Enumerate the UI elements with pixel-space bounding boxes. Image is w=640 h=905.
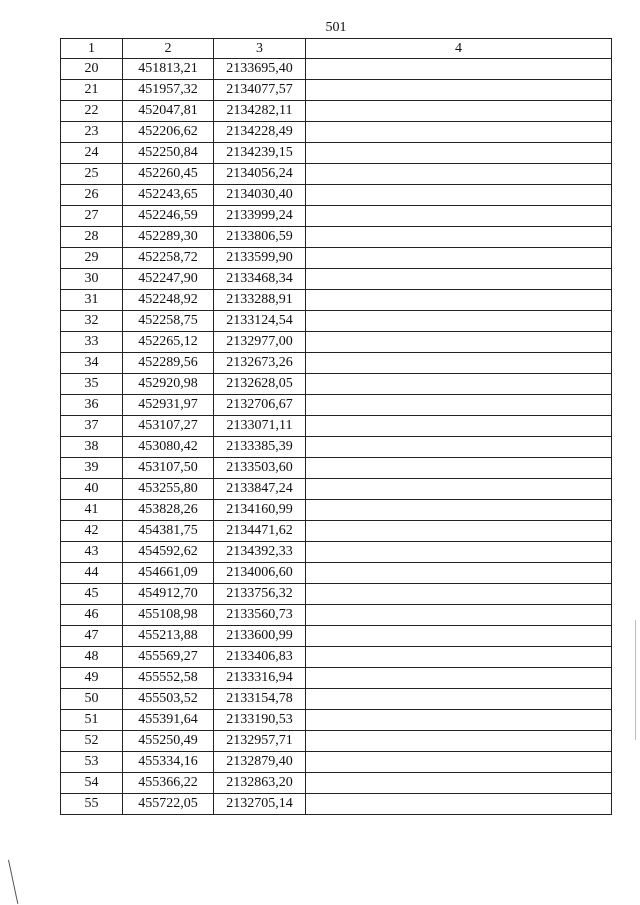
table-row [61, 269, 612, 290]
cell-y-coordinate: 2134282,11 [214, 101, 306, 122]
cell-x-coordinate: 452243,65 [123, 185, 214, 206]
cell-notes [306, 143, 612, 164]
cell-notes [306, 500, 612, 521]
cell-notes [306, 521, 612, 542]
cell-y-coordinate: 2132879,40 [214, 752, 306, 773]
table-row [61, 437, 612, 458]
cell-point-number: 29 [61, 248, 123, 269]
cell-notes [306, 206, 612, 227]
table-row [61, 185, 612, 206]
cell-y-coordinate: 2134392,33 [214, 542, 306, 563]
cell-y-coordinate: 2132705,14 [214, 794, 306, 815]
cell-point-number: 28 [61, 227, 123, 248]
cell-y-coordinate: 2134077,57 [214, 80, 306, 101]
table-row [61, 500, 612, 521]
table-row [61, 248, 612, 269]
table-row [61, 59, 612, 80]
cell-point-number: 43 [61, 542, 123, 563]
cell-point-number: 52 [61, 731, 123, 752]
cell-x-coordinate: 452260,45 [123, 164, 214, 185]
cell-notes [306, 227, 612, 248]
table-row [61, 584, 612, 605]
cell-notes [306, 185, 612, 206]
table-row [61, 374, 612, 395]
cell-point-number: 45 [61, 584, 123, 605]
cell-x-coordinate: 455250,49 [123, 731, 214, 752]
cell-point-number: 42 [61, 521, 123, 542]
cell-point-number: 25 [61, 164, 123, 185]
cell-point-number: 47 [61, 626, 123, 647]
scan-edge-mark [635, 620, 636, 740]
cell-notes [306, 563, 612, 584]
cell-x-coordinate: 454592,62 [123, 542, 214, 563]
cell-x-coordinate: 453828,26 [123, 500, 214, 521]
cell-notes [306, 458, 612, 479]
cell-point-number: 27 [61, 206, 123, 227]
cell-x-coordinate: 454661,09 [123, 563, 214, 584]
cell-x-coordinate: 452920,98 [123, 374, 214, 395]
cell-notes [306, 101, 612, 122]
cell-x-coordinate: 451957,32 [123, 80, 214, 101]
table-row [61, 290, 612, 311]
cell-notes [306, 59, 612, 80]
cell-y-coordinate: 2133124,54 [214, 311, 306, 332]
cell-notes [306, 395, 612, 416]
cell-x-coordinate: 455366,22 [123, 773, 214, 794]
table-row [61, 542, 612, 563]
table-row [61, 416, 612, 437]
cell-y-coordinate: 2132977,00 [214, 332, 306, 353]
table-row [61, 668, 612, 689]
cell-x-coordinate: 451813,21 [123, 59, 214, 80]
page-number: 501 [325, 20, 347, 35]
cell-notes [306, 731, 612, 752]
cell-x-coordinate: 452931,97 [123, 395, 214, 416]
table-row [61, 710, 612, 731]
cell-notes [306, 542, 612, 563]
cell-x-coordinate: 452289,56 [123, 353, 214, 374]
cell-point-number: 36 [61, 395, 123, 416]
cell-point-number: 55 [61, 794, 123, 815]
cell-notes [306, 626, 612, 647]
cell-x-coordinate: 455108,98 [123, 605, 214, 626]
cell-y-coordinate: 2133316,94 [214, 668, 306, 689]
cell-notes [306, 752, 612, 773]
cell-point-number: 37 [61, 416, 123, 437]
table-row [61, 521, 612, 542]
cell-x-coordinate: 452248,92 [123, 290, 214, 311]
cell-notes [306, 269, 612, 290]
cell-notes [306, 311, 612, 332]
table-row [61, 458, 612, 479]
cell-x-coordinate: 455213,88 [123, 626, 214, 647]
cell-point-number: 39 [61, 458, 123, 479]
cell-x-coordinate: 455722,05 [123, 794, 214, 815]
table-row [61, 794, 612, 815]
cell-y-coordinate: 2133756,32 [214, 584, 306, 605]
cell-notes [306, 773, 612, 794]
cell-point-number: 51 [61, 710, 123, 731]
cell-point-number: 38 [61, 437, 123, 458]
cell-point-number: 40 [61, 479, 123, 500]
cell-y-coordinate: 2133999,24 [214, 206, 306, 227]
cell-y-coordinate: 2133385,39 [214, 437, 306, 458]
cell-point-number: 49 [61, 668, 123, 689]
cell-point-number: 35 [61, 374, 123, 395]
cell-point-number: 20 [61, 59, 123, 80]
cell-notes [306, 710, 612, 731]
cell-notes [306, 794, 612, 815]
table-row [61, 80, 612, 101]
cell-x-coordinate: 452247,90 [123, 269, 214, 290]
cell-x-coordinate: 452265,12 [123, 332, 214, 353]
cell-y-coordinate: 2133190,53 [214, 710, 306, 731]
table-row [61, 206, 612, 227]
column-header-y: 3 [214, 39, 306, 59]
table-header-row [61, 39, 612, 59]
table-row [61, 164, 612, 185]
cell-point-number: 31 [61, 290, 123, 311]
cell-x-coordinate: 455503,52 [123, 689, 214, 710]
cell-point-number: 30 [61, 269, 123, 290]
cell-y-coordinate: 2134006,60 [214, 563, 306, 584]
table-row [61, 773, 612, 794]
cell-y-coordinate: 2133406,83 [214, 647, 306, 668]
cell-point-number: 26 [61, 185, 123, 206]
cell-x-coordinate: 453107,27 [123, 416, 214, 437]
cell-y-coordinate: 2133154,78 [214, 689, 306, 710]
column-header-x: 2 [123, 39, 214, 59]
cell-point-number: 41 [61, 500, 123, 521]
table-row [61, 353, 612, 374]
cell-x-coordinate: 452258,75 [123, 311, 214, 332]
table-row [61, 731, 612, 752]
cell-x-coordinate: 452289,30 [123, 227, 214, 248]
cell-point-number: 46 [61, 605, 123, 626]
cell-notes [306, 689, 612, 710]
cell-notes [306, 122, 612, 143]
cell-notes [306, 353, 612, 374]
table-row [61, 752, 612, 773]
cell-notes [306, 416, 612, 437]
table-row [61, 311, 612, 332]
cell-point-number: 33 [61, 332, 123, 353]
cell-x-coordinate: 452250,84 [123, 143, 214, 164]
cell-x-coordinate: 454912,70 [123, 584, 214, 605]
column-header-point-number: 1 [61, 39, 123, 59]
cell-point-number: 24 [61, 143, 123, 164]
cell-notes [306, 605, 612, 626]
cell-notes [306, 164, 612, 185]
scan-edge-mark [8, 860, 18, 904]
cell-point-number: 44 [61, 563, 123, 584]
cell-x-coordinate: 453107,50 [123, 458, 214, 479]
table-body [61, 59, 612, 815]
cell-x-coordinate: 455334,16 [123, 752, 214, 773]
column-header-notes: 4 [306, 39, 612, 59]
cell-y-coordinate: 2134056,24 [214, 164, 306, 185]
cell-y-coordinate: 2133560,73 [214, 605, 306, 626]
cell-x-coordinate: 452258,72 [123, 248, 214, 269]
cell-notes [306, 374, 612, 395]
cell-y-coordinate: 2133599,90 [214, 248, 306, 269]
cell-notes [306, 248, 612, 269]
cell-y-coordinate: 2133503,60 [214, 458, 306, 479]
cell-y-coordinate: 2134471,62 [214, 521, 306, 542]
cell-x-coordinate: 455391,64 [123, 710, 214, 731]
cell-point-number: 48 [61, 647, 123, 668]
cell-x-coordinate: 452047,81 [123, 101, 214, 122]
cell-notes [306, 479, 612, 500]
cell-notes [306, 80, 612, 101]
table-row [61, 479, 612, 500]
table-row [61, 332, 612, 353]
cell-point-number: 53 [61, 752, 123, 773]
cell-point-number: 54 [61, 773, 123, 794]
cell-notes [306, 668, 612, 689]
cell-x-coordinate: 453080,42 [123, 437, 214, 458]
cell-y-coordinate: 2133071,11 [214, 416, 306, 437]
cell-y-coordinate: 2134239,15 [214, 143, 306, 164]
cell-notes [306, 290, 612, 311]
cell-y-coordinate: 2133468,34 [214, 269, 306, 290]
cell-y-coordinate: 2132706,67 [214, 395, 306, 416]
table-row [61, 122, 612, 143]
cell-x-coordinate: 453255,80 [123, 479, 214, 500]
cell-y-coordinate: 2133600,99 [214, 626, 306, 647]
cell-x-coordinate: 452246,59 [123, 206, 214, 227]
cell-y-coordinate: 2133288,91 [214, 290, 306, 311]
table-row [61, 689, 612, 710]
cell-y-coordinate: 2133806,59 [214, 227, 306, 248]
cell-point-number: 23 [61, 122, 123, 143]
cell-point-number: 50 [61, 689, 123, 710]
table-row [61, 227, 612, 248]
cell-x-coordinate: 454381,75 [123, 521, 214, 542]
coordinates-table [60, 38, 612, 815]
cell-point-number: 34 [61, 353, 123, 374]
cell-point-number: 21 [61, 80, 123, 101]
cell-notes [306, 584, 612, 605]
table-row [61, 395, 612, 416]
table-row [61, 605, 612, 626]
cell-notes [306, 437, 612, 458]
table-row [61, 647, 612, 668]
table-row [61, 626, 612, 647]
cell-y-coordinate: 2134160,99 [214, 500, 306, 521]
cell-point-number: 32 [61, 311, 123, 332]
table-row [61, 101, 612, 122]
cell-x-coordinate: 455552,58 [123, 668, 214, 689]
table-row [61, 143, 612, 164]
cell-y-coordinate: 2132957,71 [214, 731, 306, 752]
cell-x-coordinate: 455569,27 [123, 647, 214, 668]
cell-x-coordinate: 452206,62 [123, 122, 214, 143]
cell-y-coordinate: 2132863,20 [214, 773, 306, 794]
cell-y-coordinate: 2133695,40 [214, 59, 306, 80]
cell-y-coordinate: 2132628,05 [214, 374, 306, 395]
cell-notes [306, 332, 612, 353]
cell-notes [306, 647, 612, 668]
cell-y-coordinate: 2132673,26 [214, 353, 306, 374]
cell-y-coordinate: 2134228,49 [214, 122, 306, 143]
cell-point-number: 22 [61, 101, 123, 122]
cell-y-coordinate: 2134030,40 [214, 185, 306, 206]
table-row [61, 563, 612, 584]
cell-y-coordinate: 2133847,24 [214, 479, 306, 500]
